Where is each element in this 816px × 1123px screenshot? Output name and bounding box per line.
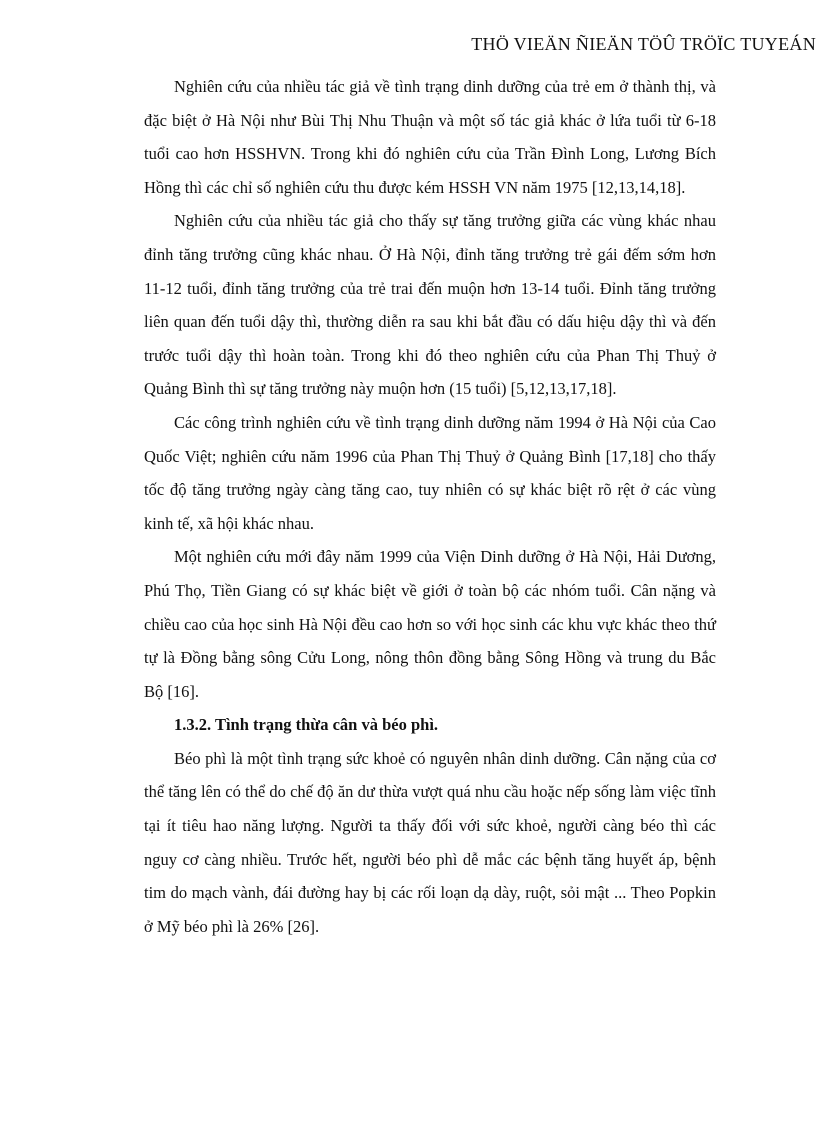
section-paragraph: Béo phì là một tình trạng sức khoẻ có nguyên nhân dinh dưỡng. Cân nặng của cơ thể tăng lên có thể do chế độ ăn dư thừa vượt quá nhu cầu hoặc nếp sống làm việc tĩnh tại ít tiêu hao năng lượng. Người ta thấy đối với sức khoẻ, người càng béo thì các nguy cơ càng nhiều. Trước hết, người béo phì dễ mắc các bệnh tăng huyết áp, bệnh tim do mạch vành, đái đường hay bị các rối loạn dạ dày, ruột, sỏi mật ... Theo Popkin ở Mỹ béo phì là 26% [26].: [144, 748, 716, 936]
paragraph-4: Một nghiên cứu mới đây năm 1999 của Viện Dinh dưỡng ở Hà Nội, Hải Dương, Phú Thọ, Tiền Giang có sự khác biệt về giới ở toàn bộ các nhóm tuổi. Cân nặng và chiều cao của học sinh Hà Nội đều cao hơn so với học sinh các khu vực khác theo thứ tự là Đồng bằng sông Cửu Long, nông thôn đồng bằng Sông Hồng và trung du Bắc Bộ [16].: [144, 547, 716, 701]
paragraph-1: Nghiên cứu của nhiều tác giả về tình trạng dinh dưỡng của trẻ em ở thành thị, và đặc biệt ở Hà Nội như Bùi Thị Nhu Thuận và một số tác giả khác ở lứa tuổi từ 6-18 tuổi cao hơn HSSHVN. Trong khi đó nghiên cứu của Trần Đình Long, Lương Bích Hồng thì các chỉ số nghiên cứu thu được kém HSSH VN năm 1975 [12,13,14,18].: [144, 77, 716, 197]
paragraph-2: Nghiên cứu của nhiều tác giả cho thấy sự tăng trưởng giữa các vùng khác nhau đỉnh tăng trưởng cũng khác nhau. Ở Hà Nội, đỉnh tăng trưởng trẻ gái đếm sớm hơn 11-12 tuổi, đỉnh tăng trưởng của trẻ trai đến muộn hơn 13-14 tuổi. Đỉnh tăng trưởng liên quan đến tuổi dậy thì, thường diễn ra sau khi bắt đầu có dấu hiệu dậy thì và đến trước tuổi dậy thì hoàn toàn. Trong khi đó theo nghiên cứu của Phan Thị Thuỷ ở Quảng Bình thì sự tăng trưởng này muộn hơn (15 tuổi) [5,12,13,17,18].: [144, 211, 716, 399]
paragraph-3: Các công trình nghiên cứu về tình trạng dinh dưỡng năm 1994 ở Hà Nội của Cao Quốc Việt; nghiên cứu năm 1996 của Phan Thị Thuỷ ở Quảng Bình [17,18] cho thấy tốc độ tăng trưởng ngày càng tăng cao, tuy nhiên có sự khác biệt rõ rệt ở các vùng kinh tế, xã hội khác nhau.: [144, 412, 716, 533]
page-header: THÖ VIEÄN ÑIEÄN TÖÛ TRÖÏC TUYEÁN: [471, 34, 816, 54]
section-heading: 1.3.2. Tình trạng thừa cân và béo phì.: [174, 715, 439, 735]
document-body: [144, 70, 716, 943]
